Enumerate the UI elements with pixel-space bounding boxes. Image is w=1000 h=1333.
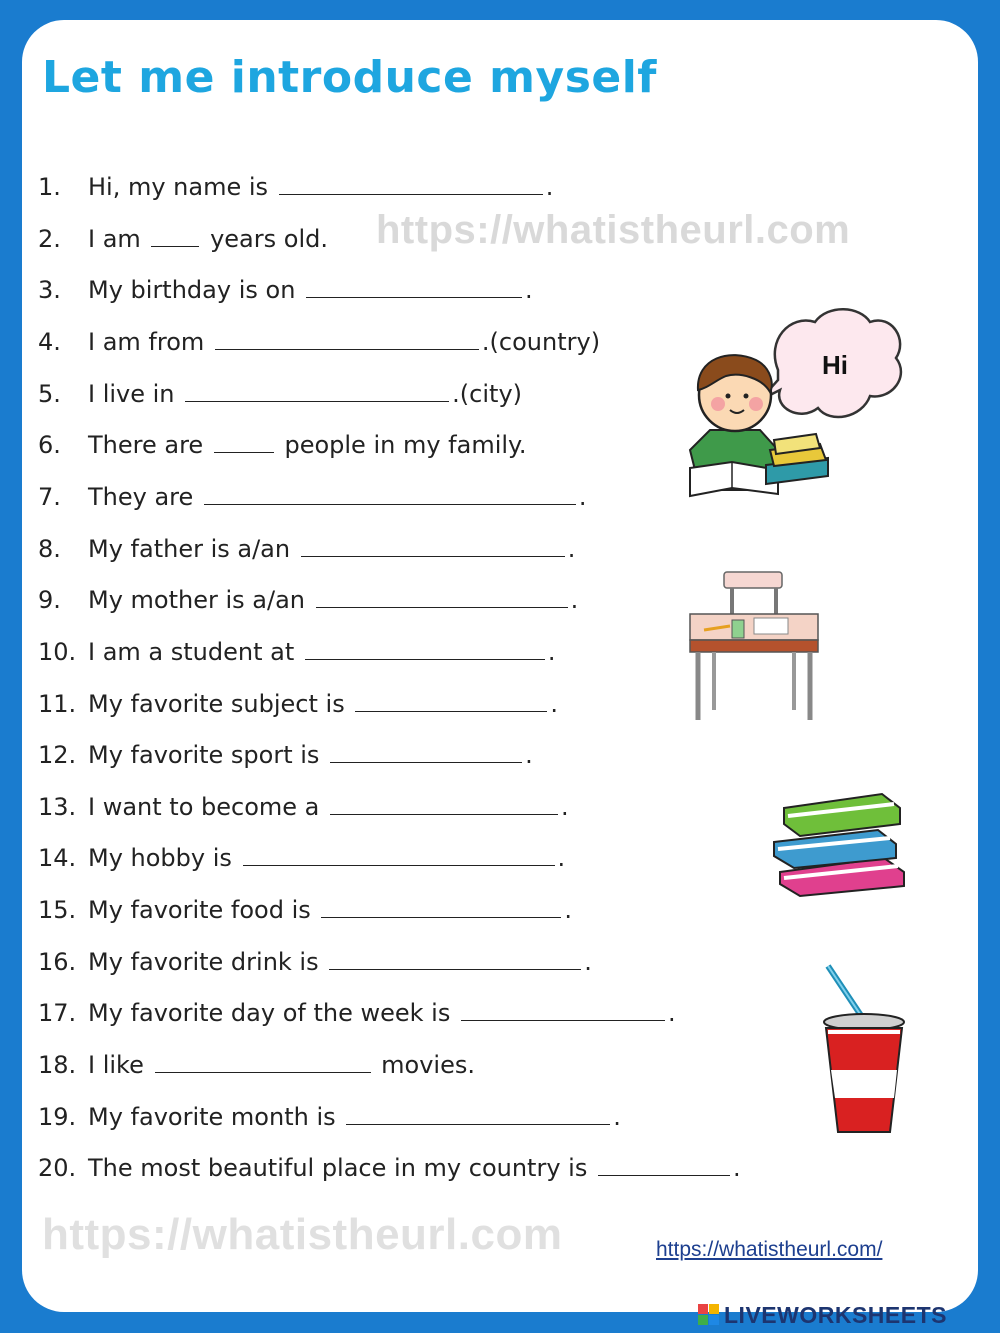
question-text: My favorite drink is — [88, 947, 319, 976]
question-number: 16. — [38, 947, 77, 976]
liveworksheets-icon — [698, 1304, 720, 1326]
question-number: 2. — [38, 224, 61, 253]
answer-blank[interactable] — [598, 1155, 730, 1176]
question-number: 8. — [38, 534, 61, 563]
answer-blank[interactable] — [346, 1104, 610, 1125]
question-text: My father is a/an — [88, 534, 291, 563]
question-suffix: . — [557, 844, 566, 873]
answer-blank[interactable] — [215, 329, 479, 350]
liveworksheets-logo — [698, 1300, 947, 1330]
question-suffix: . — [547, 637, 556, 666]
question-suffix: people in my family. — [284, 431, 527, 460]
answer-blank[interactable] — [151, 226, 199, 247]
question-number: 12. — [38, 741, 77, 770]
question-suffix: . — [584, 947, 592, 976]
question-number: 1. — [38, 173, 61, 201]
answer-blank[interactable] — [279, 174, 543, 195]
question-text: My mother is a/an — [88, 586, 305, 615]
question-text: I am — [88, 224, 141, 253]
source-link[interactable]: https://whatistheurl.com/ — [656, 1238, 883, 1261]
question-number: 20. — [38, 1154, 77, 1183]
question-suffix: years old. — [210, 224, 328, 253]
answer-blank[interactable] — [329, 949, 581, 970]
question-item — [38, 327, 600, 357]
question-item — [38, 1050, 475, 1080]
question-item — [38, 379, 522, 409]
question-suffix: . — [667, 999, 676, 1028]
answer-blank[interactable] — [461, 1000, 665, 1021]
question-item — [38, 172, 553, 202]
question-text: I am a student at — [88, 637, 295, 666]
question-item — [38, 482, 587, 512]
question-text: My favorite food is — [88, 896, 311, 925]
watermark-bottom: https://whatistheurl.com — [42, 1210, 563, 1259]
question-text: The most beautiful place in my country is — [88, 1154, 588, 1183]
answer-blank[interactable] — [305, 639, 545, 660]
bubble-text: Hi — [822, 350, 848, 380]
question-text: I like — [88, 1051, 144, 1080]
answer-blank[interactable] — [306, 277, 522, 298]
question-item — [38, 740, 533, 770]
question-text: My favorite sport is — [88, 741, 320, 770]
question-item — [38, 585, 578, 615]
liveworksheets-brand: LIVEWORKSHEETS — [724, 1301, 947, 1328]
question-suffix: . — [570, 586, 579, 615]
answer-blank[interactable] — [330, 742, 522, 763]
question-number: 11. — [38, 689, 77, 718]
question-suffix: movies. — [381, 1051, 475, 1080]
question-item — [38, 895, 572, 925]
question-text: I want to become a — [88, 792, 320, 821]
question-number: 15. — [38, 896, 77, 925]
answer-blank[interactable] — [301, 536, 565, 557]
question-number: 17. — [38, 999, 77, 1028]
question-item — [38, 430, 526, 460]
question-suffix: . — [561, 792, 569, 821]
question-item — [38, 224, 328, 254]
desk-illustration — [684, 570, 826, 726]
books-illustration — [770, 786, 910, 898]
question-suffix: .(city) — [452, 379, 523, 408]
question-number: 7. — [38, 482, 61, 511]
answer-blank[interactable] — [355, 691, 547, 712]
drink-illustration — [818, 962, 910, 1140]
question-suffix: . — [545, 173, 554, 201]
watermark-top: https://whatistheurl.com — [376, 208, 851, 252]
question-suffix: . — [564, 896, 573, 925]
question-number: 3. — [38, 276, 61, 305]
question-suffix: . — [567, 534, 576, 563]
question-number: 6. — [38, 431, 61, 460]
question-text: There are — [88, 431, 204, 460]
question-text: Hi, my name is — [88, 173, 269, 201]
question-number: 19. — [38, 1102, 77, 1131]
question-item — [38, 998, 676, 1028]
question-suffix: .(country) — [481, 327, 601, 356]
question-number: 13. — [38, 792, 77, 821]
question-item — [38, 689, 558, 719]
question-number: 18. — [38, 1051, 77, 1080]
question-item — [38, 792, 569, 822]
question-number: 14. — [38, 844, 77, 873]
question-number: 9. — [38, 586, 61, 615]
question-item — [38, 1102, 621, 1132]
question-number: 4. — [38, 327, 61, 356]
question-suffix: . — [578, 482, 587, 511]
question-suffix: . — [550, 689, 558, 718]
question-suffix: . — [525, 276, 533, 305]
question-text: My favorite month is — [88, 1102, 336, 1131]
page-title: Let me introduce myself — [42, 52, 657, 103]
answer-blank[interactable] — [214, 432, 274, 453]
answer-blank[interactable] — [330, 794, 558, 815]
answer-blank[interactable] — [204, 484, 576, 505]
question-item — [38, 275, 533, 305]
question-text: My hobby is — [88, 844, 232, 873]
answer-blank[interactable] — [243, 845, 555, 866]
question-item — [38, 637, 556, 667]
question-number: 5. — [38, 379, 61, 408]
answer-blank[interactable] — [316, 587, 568, 608]
question-item — [38, 1153, 741, 1183]
question-text: I live in — [88, 379, 175, 408]
question-text: I am from — [88, 327, 205, 356]
question-suffix: . — [732, 1154, 741, 1183]
answer-blank[interactable] — [185, 381, 449, 402]
question-item — [38, 534, 575, 564]
question-suffix: . — [613, 1102, 621, 1131]
question-text: They are — [88, 482, 194, 511]
question-text: My birthday is on — [88, 276, 296, 305]
question-suffix: . — [525, 741, 533, 770]
question-text: My favorite subject is — [88, 689, 345, 718]
question-text: My favorite day of the week is — [88, 999, 451, 1028]
question-item — [38, 947, 592, 977]
question-item — [38, 843, 565, 873]
answer-blank[interactable] — [321, 897, 561, 918]
question-number: 10. — [38, 637, 77, 666]
boy-reading-illustration — [670, 300, 910, 505]
answer-blank[interactable] — [155, 1052, 371, 1073]
